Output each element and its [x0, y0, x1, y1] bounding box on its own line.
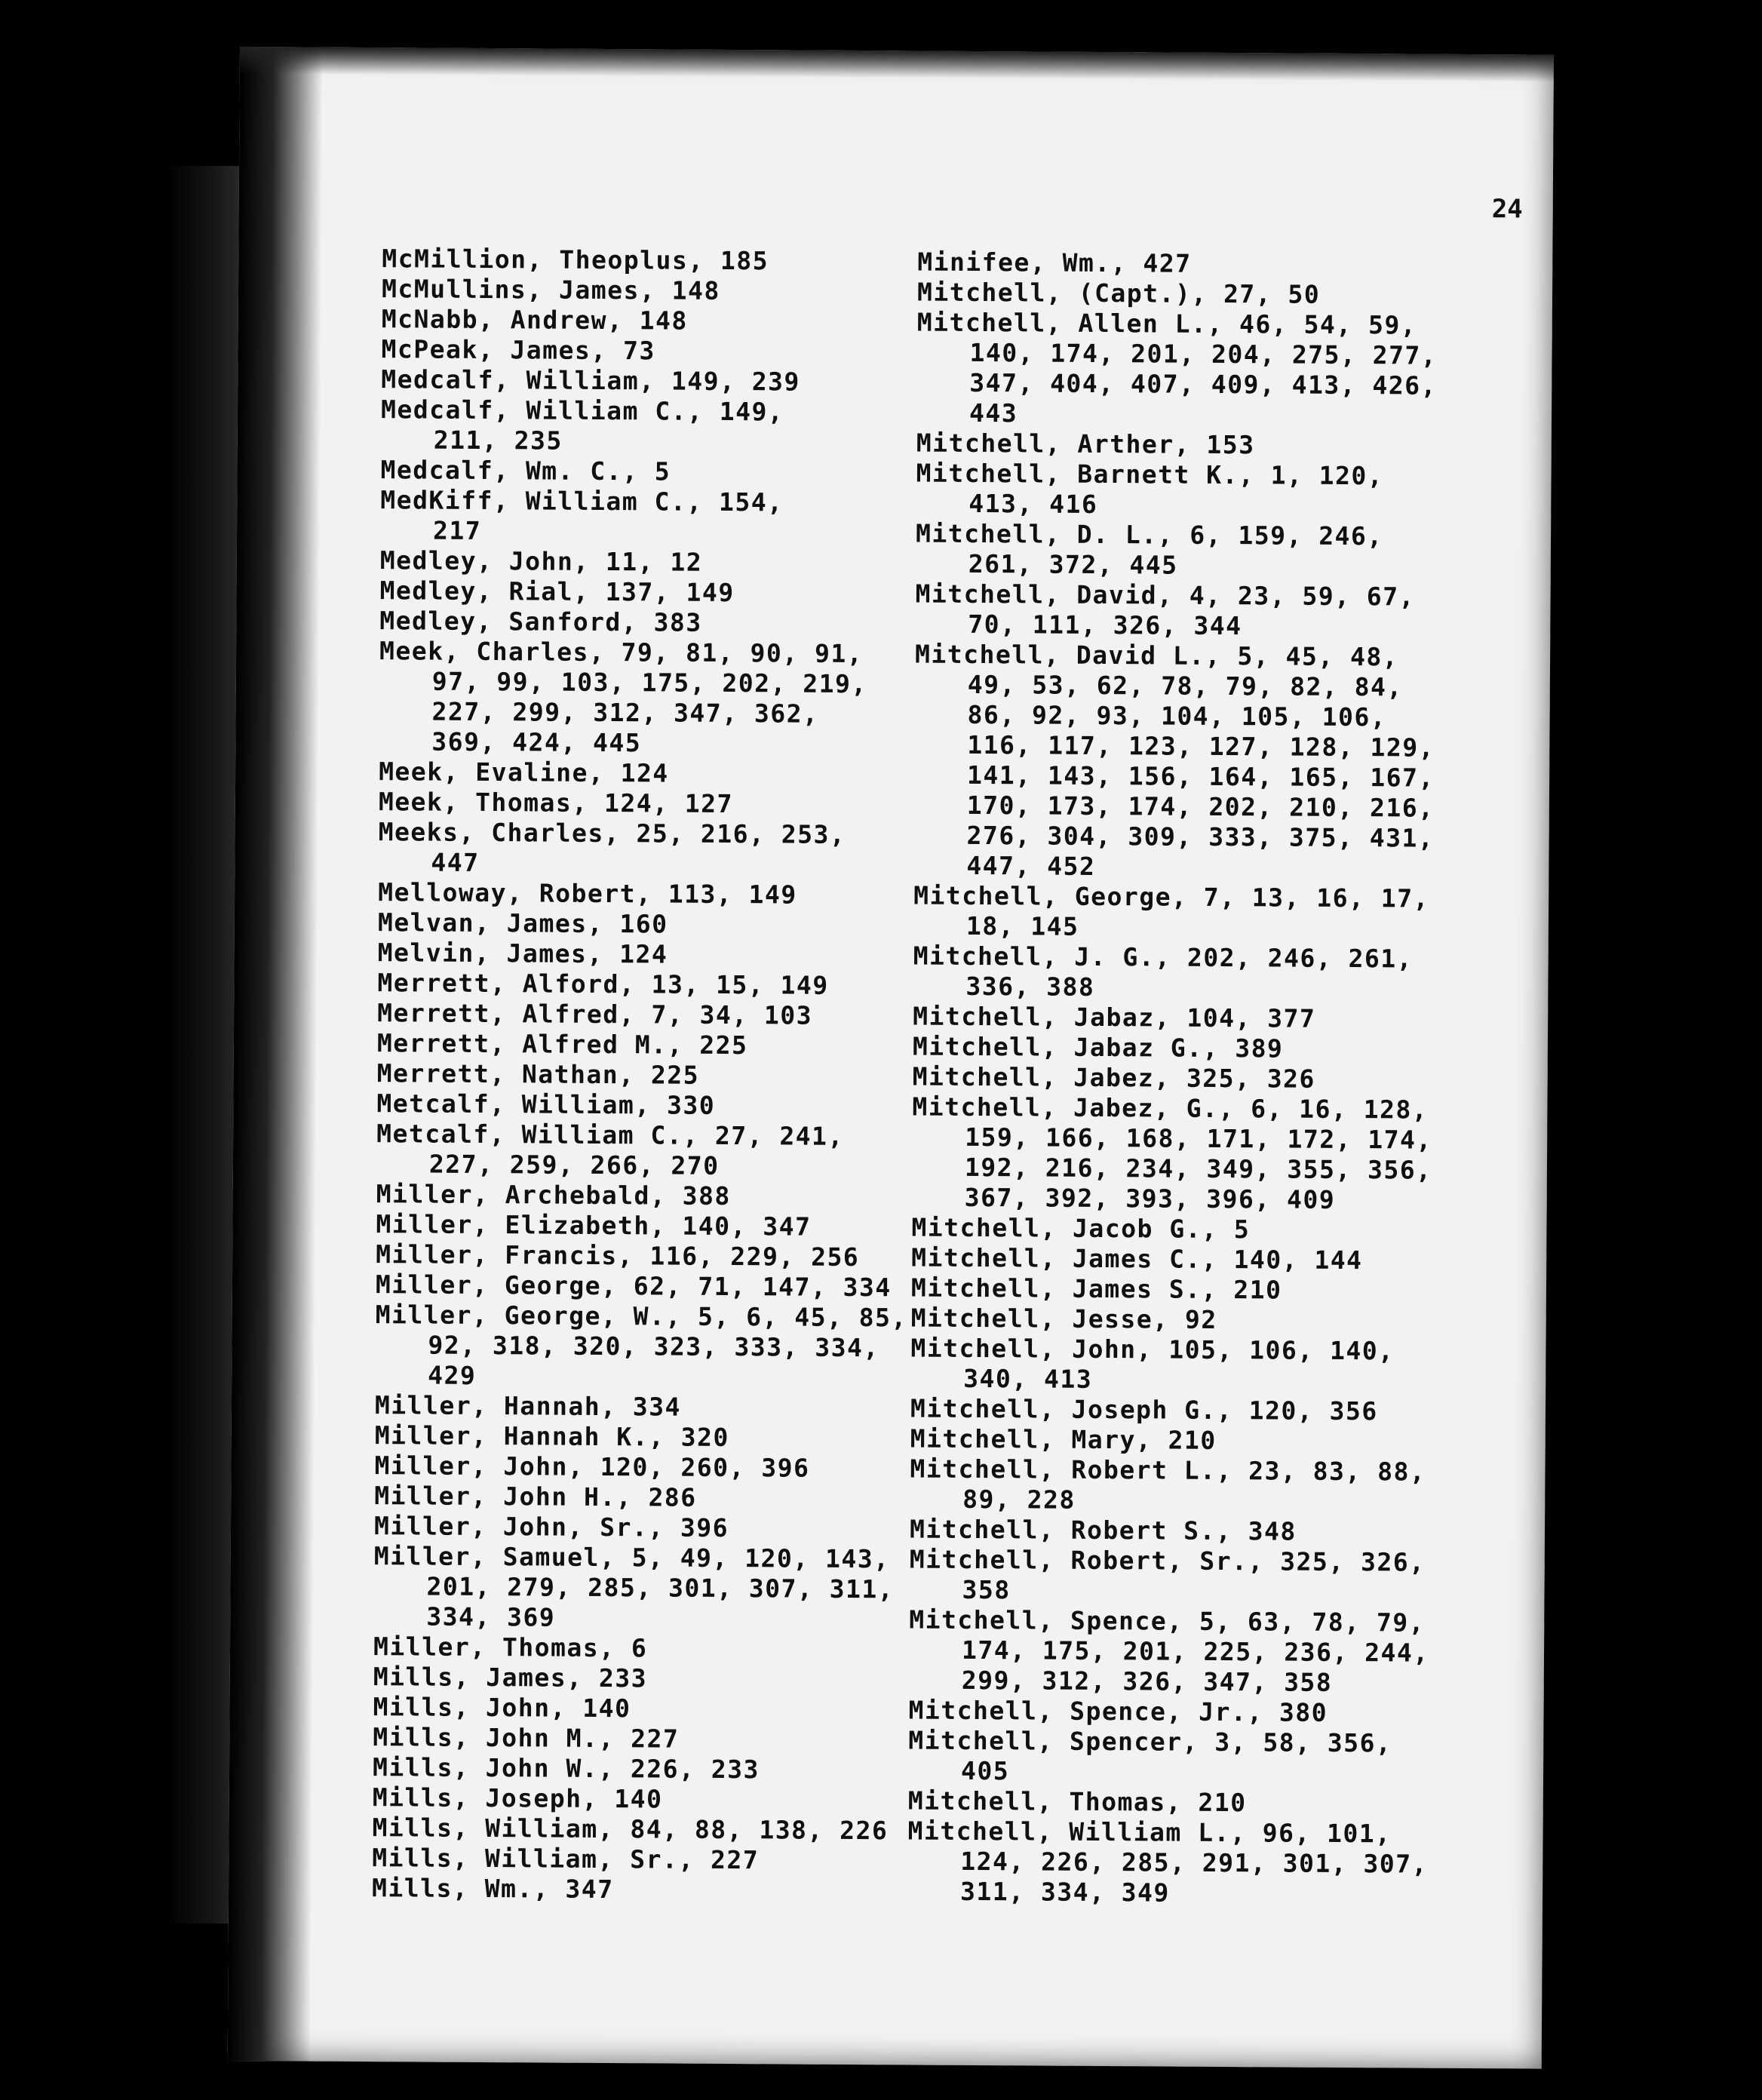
index-entry: Miller, Elizabeth, 140, 347: [376, 1209, 812, 1242]
index-entry: Mitchell, (Capt.), 27, 50: [916, 277, 1321, 309]
index-entry: Mitchell, Allen L., 46, 54, 59,: [916, 307, 1417, 340]
index-entry-continuation: 159, 166, 168, 171, 172, 174,: [965, 1122, 1432, 1155]
index-entry-continuation: 86, 92, 93, 104, 105, 106,: [967, 699, 1387, 732]
index-entry: Medcalf, William, 149, 239: [381, 364, 800, 397]
index-entry-continuation: 140, 174, 201, 204, 275, 277,: [969, 337, 1438, 370]
index-entry: Melloway, Robert, 113, 149: [378, 877, 797, 910]
index-entry-continuation: 211, 235: [433, 425, 563, 456]
index-entry-continuation: 334, 369: [426, 1601, 556, 1632]
index-entry-continuation: 174, 175, 201, 225, 236, 244,: [961, 1635, 1429, 1668]
index-entry-continuation: 124, 226, 285, 291, 301, 307,: [960, 1846, 1429, 1879]
index-entry: Mitchell, Jabaz G., 389: [912, 1031, 1284, 1064]
index-entry: Mitchell, Arther, 153: [916, 428, 1255, 460]
page-top-shadow: [240, 47, 1554, 82]
index-entry-continuation: 97, 99, 103, 175, 202, 219,: [431, 666, 867, 699]
index-entry: Mitchell, Jabaz, 104, 377: [913, 1001, 1316, 1033]
index-entry: Miller, John, 120, 260, 396: [374, 1451, 810, 1483]
index-entry-continuation: 405: [960, 1755, 1010, 1786]
index-page: [228, 47, 1554, 2069]
index-entry-continuation: 261, 372, 445: [968, 548, 1178, 580]
index-entry: Merrett, Nathan, 225: [376, 1058, 700, 1090]
index-entry-continuation: 447, 452: [966, 850, 1096, 881]
index-entry: Mitchell, Robert S., 348: [909, 1514, 1297, 1546]
index-entry: Mitchell, Robert L., 23, 83, 88,: [910, 1454, 1426, 1487]
index-entry-continuation: 18, 145: [965, 910, 1079, 941]
index-entry-continuation: 311, 334, 349: [959, 1876, 1170, 1908]
index-entry-continuation: 89, 228: [962, 1484, 1076, 1515]
left-index-column: [372, 244, 914, 1906]
index-entry: MedKiff, William C., 154,: [380, 485, 784, 517]
index-entry-continuation: 358: [962, 1574, 1011, 1605]
index-entry: Mills, John W., 226, 233: [372, 1752, 760, 1785]
index-entry: Mitchell, James S., 210: [910, 1273, 1282, 1305]
index-entry: Meek, Thomas, 124, 127: [378, 787, 734, 819]
index-entry: McMullins, James, 148: [381, 274, 720, 305]
index-entry: Mitchell, David, 4, 23, 59, 67,: [915, 579, 1416, 612]
index-entry: Miller, George, W., 5, 6, 45, 85,: [375, 1300, 907, 1333]
index-entry: Mills, William, 84, 88, 138, 226: [372, 1813, 889, 1846]
index-entry: Mitchell, Spencer, 3, 58, 356,: [908, 1725, 1392, 1758]
index-entry: Mitchell, James C., 140, 144: [911, 1242, 1363, 1276]
index-entry: McMillion, Theoplus, 185: [382, 244, 769, 276]
index-entry-continuation: 141, 143, 156, 164, 165, 167,: [967, 760, 1435, 793]
index-entry-continuation: 276, 304, 309, 333, 375, 431,: [966, 820, 1435, 853]
index-entry: Meek, Charles, 79, 81, 90, 91,: [379, 636, 864, 669]
index-entry: Mills, James, 233: [373, 1662, 648, 1693]
index-entry-continuation: 347, 404, 407, 409, 413, 426,: [969, 367, 1438, 401]
index-entry-continuation: 447: [431, 847, 480, 877]
index-entry: Miller, Archebald, 388: [376, 1179, 731, 1211]
index-entry: Mitchell, David L., 5, 45, 48,: [914, 639, 1399, 672]
index-entry: Miller, Thomas, 6: [373, 1632, 648, 1663]
page-gutter-shadow: [228, 47, 323, 2062]
page-number: 24: [1491, 194, 1523, 225]
index-entry: Metcalf, William C., 27, 241,: [376, 1119, 844, 1151]
index-entry-continuation: 170, 173, 174, 202, 210, 216,: [966, 790, 1435, 823]
index-entry: Mitchell, Barnett K., 1, 120,: [916, 458, 1384, 491]
index-entry: Merrett, Alford, 13, 15, 149: [377, 968, 829, 1000]
index-entry: Merrett, Alfred M., 225: [376, 1028, 748, 1061]
index-entry-continuation: 116, 117, 123, 127, 128, 129,: [967, 729, 1435, 763]
index-entry: Miller, Samuel, 5, 49, 120, 143,: [373, 1541, 890, 1574]
index-entry: Mitchell, Jabez, G., 6, 16, 128,: [912, 1091, 1429, 1125]
index-entry: Medley, Rial, 137, 149: [379, 576, 735, 608]
index-entry: Mitchell, John, 105, 106, 140,: [910, 1333, 1395, 1366]
index-entry-continuation: 227, 299, 312, 347, 362,: [431, 696, 819, 729]
index-entry: Mitchell, Joseph G., 120, 356: [910, 1393, 1378, 1426]
index-entry: Mitchell, Spence, Jr., 380: [908, 1695, 1328, 1727]
index-entry: Miller, Francis, 116, 229, 256: [376, 1239, 860, 1273]
index-entry: Mitchell, Jesse, 92: [910, 1303, 1217, 1334]
index-entry: Mitchell, Thomas, 210: [907, 1785, 1247, 1818]
index-entry: Medley, Sanford, 383: [379, 606, 702, 637]
index-entry: Medcalf, Wm. C., 5: [380, 455, 671, 487]
index-entry: McNabb, Andrew, 148: [381, 304, 688, 336]
index-entry: Mitchell, Jacob G., 5: [911, 1212, 1251, 1245]
index-entry-continuation: 217: [432, 515, 482, 545]
index-entry-continuation: 413, 416: [968, 488, 1098, 519]
index-entry-continuation: 192, 216, 234, 349, 355, 356,: [964, 1152, 1432, 1185]
index-entry: Miller, John, Sr., 396: [373, 1511, 729, 1543]
index-entry: Melvan, James, 160: [377, 907, 668, 939]
index-entry: Mitchell, Jabez, 325, 326: [912, 1061, 1315, 1094]
index-entry: Miller, George, 62, 71, 147, 334: [375, 1270, 892, 1303]
index-entry: Mills, Wm., 347: [371, 1873, 614, 1905]
index-entry: Medcalf, William C., 149,: [380, 395, 784, 427]
index-entry-continuation: 49, 53, 62, 78, 79, 82, 84,: [967, 669, 1403, 702]
index-entry: Mitchell, Mary, 210: [910, 1423, 1217, 1455]
index-entry: Minifee, Wm., 427: [917, 247, 1192, 278]
index-entry-continuation: 227, 259, 266, 270: [428, 1149, 720, 1180]
index-entry: Mitchell, George, 7, 13, 16, 17,: [913, 880, 1430, 913]
index-entry: Mitchell, J. G., 202, 246, 261,: [913, 941, 1414, 974]
index-entry: Metcalf, William, 330: [376, 1088, 716, 1120]
index-entry-continuation: 92, 318, 320, 323, 333, 334,: [428, 1330, 879, 1363]
index-entry-continuation: 70, 111, 326, 344: [968, 609, 1242, 641]
index-entry: Medley, John, 11, 12: [379, 545, 703, 577]
right-index-column: [907, 247, 1438, 1909]
index-entry: Meek, Evaline, 124: [379, 757, 669, 788]
index-entry: Meeks, Charles, 25, 216, 253,: [378, 817, 846, 849]
index-entry-continuation: 340, 413: [963, 1363, 1093, 1394]
index-entry: Mitchell, D. L., 6, 159, 246,: [915, 518, 1383, 551]
index-entry: Miller, John H., 286: [374, 1481, 697, 1512]
index-entry: McPeak, James, 73: [381, 334, 655, 366]
index-entry-continuation: 429: [428, 1360, 477, 1390]
index-entry: Mitchell, Robert, Sr., 325, 326,: [909, 1544, 1426, 1577]
index-entry: Mills, William, Sr., 227: [372, 1843, 760, 1875]
index-entry: Merrett, Alfred, 7, 34, 103: [377, 998, 813, 1030]
index-entry: Melvin, James, 124: [377, 938, 668, 969]
index-entry-continuation: 367, 392, 393, 396, 409: [964, 1182, 1336, 1214]
index-entry-continuation: 299, 312, 326, 347, 358: [961, 1665, 1333, 1697]
index-entry: Mitchell, William L., 96, 101,: [907, 1816, 1392, 1849]
index-entry: Miller, Hannah K., 320: [374, 1420, 729, 1452]
index-entry: Miller, Hannah, 334: [374, 1390, 682, 1422]
index-entry: Mills, Joseph, 140: [372, 1782, 663, 1814]
index-entry: Mills, John, 140: [373, 1692, 631, 1724]
index-entry: Mitchell, Spence, 5, 63, 78, 79,: [909, 1604, 1426, 1638]
index-entry-continuation: 369, 424, 445: [431, 726, 642, 758]
index-entry-continuation: 443: [968, 398, 1018, 428]
index-entry-continuation: 201, 279, 285, 301, 307, 311,: [426, 1571, 895, 1604]
index-entry-continuation: 336, 388: [965, 971, 1095, 1002]
index-entry: Mills, John M., 227: [373, 1722, 680, 1754]
